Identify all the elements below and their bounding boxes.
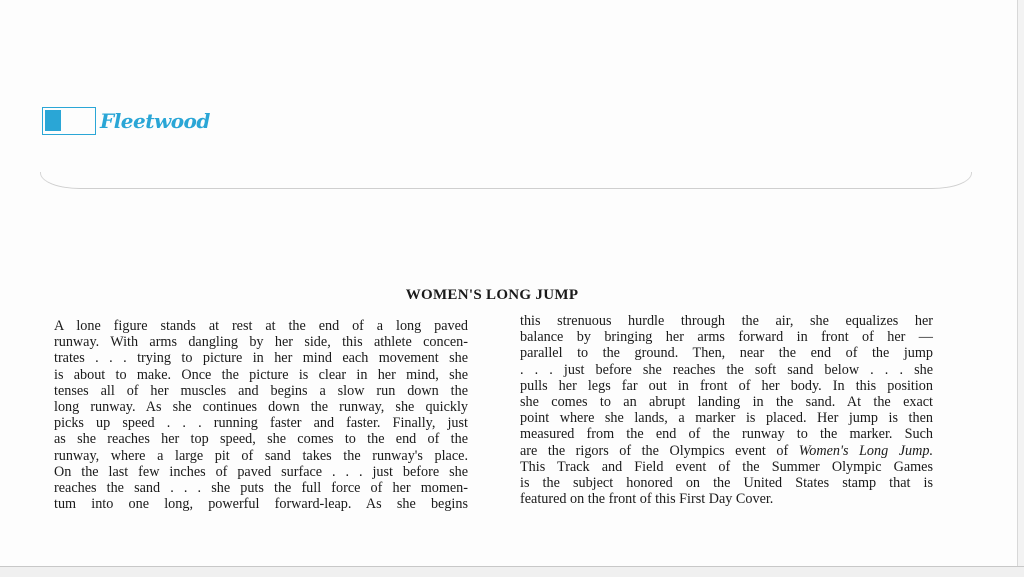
text-line: picks up speed . . . running faster and faster. Finally, just <box>54 415 468 432</box>
logo-text: Fleetwood <box>100 109 210 133</box>
envelope-flap-edge <box>40 172 972 189</box>
text-line: is about to make. Once the picture is clear in her mind, she <box>54 366 468 383</box>
envelope-bottom-edge <box>0 566 1024 577</box>
text-line: this strenuous hurdle through the air, she equalizes her <box>520 313 933 329</box>
text-line: pulls her legs far out in front of her body. In this position <box>520 377 933 394</box>
text-line: runway, where a large pit of sand takes the runway's place. <box>54 447 468 464</box>
text-line: runway. With arms dangling by her side, this athlete concen- <box>54 334 468 351</box>
text-line: featured on the front of this First Day Cover. <box>520 491 774 508</box>
article-column-right <box>520 313 933 507</box>
text-line: measured from the end of the runway to the marker. Such <box>520 426 933 443</box>
text-line: On the last few inches of paved surface . . . just before she <box>54 463 468 480</box>
text-line: is the subject honored on the United States stamp that is <box>520 475 933 492</box>
text-line: trates . . . trying to picture in her mind each movement she <box>54 350 468 367</box>
event-name: Women's Long Jump. <box>798 442 933 459</box>
logo-box-fill <box>45 110 61 131</box>
article-title: WOMEN'S LONG JUMP <box>405 287 579 303</box>
article-column-left <box>54 318 468 512</box>
text-line: she comes to an abrupt landing in the sand. At the exact <box>520 394 933 411</box>
logo-box-icon <box>42 107 96 135</box>
text-line: tum into one long, powerful forward-leap. As she begins <box>54 496 468 513</box>
text-line-with-event <box>520 443 933 459</box>
text-line-lead: are the rigors of the Olympics event of <box>520 442 799 459</box>
text-line: This Track and Field event of the Summer Olympic Games <box>520 458 933 475</box>
text-line: . . . just before she reaches the soft sand below . . . she <box>520 361 933 378</box>
fleetwood-logo <box>42 106 210 136</box>
text-line: long runway. As she continues down the runway, she quickly <box>54 399 468 416</box>
text-line: A lone figure stands at rest at the end of a long paved <box>54 318 468 334</box>
text-line: tenses all of her muscles and begins a slow run down the <box>54 382 468 399</box>
text-line: point where she lands, a marker is placed. Her jump is then <box>520 410 933 427</box>
text-line: parallel to the ground. Then, near the end of the jump <box>520 345 933 362</box>
text-line: balance by bringing her arms forward in front of her — <box>520 329 933 346</box>
text-line: as she reaches her top speed, she comes to the end of the <box>54 431 468 448</box>
envelope-right-edge <box>1017 0 1024 577</box>
text-line: reaches the sand . . . she puts the full force of her momen- <box>54 480 468 497</box>
